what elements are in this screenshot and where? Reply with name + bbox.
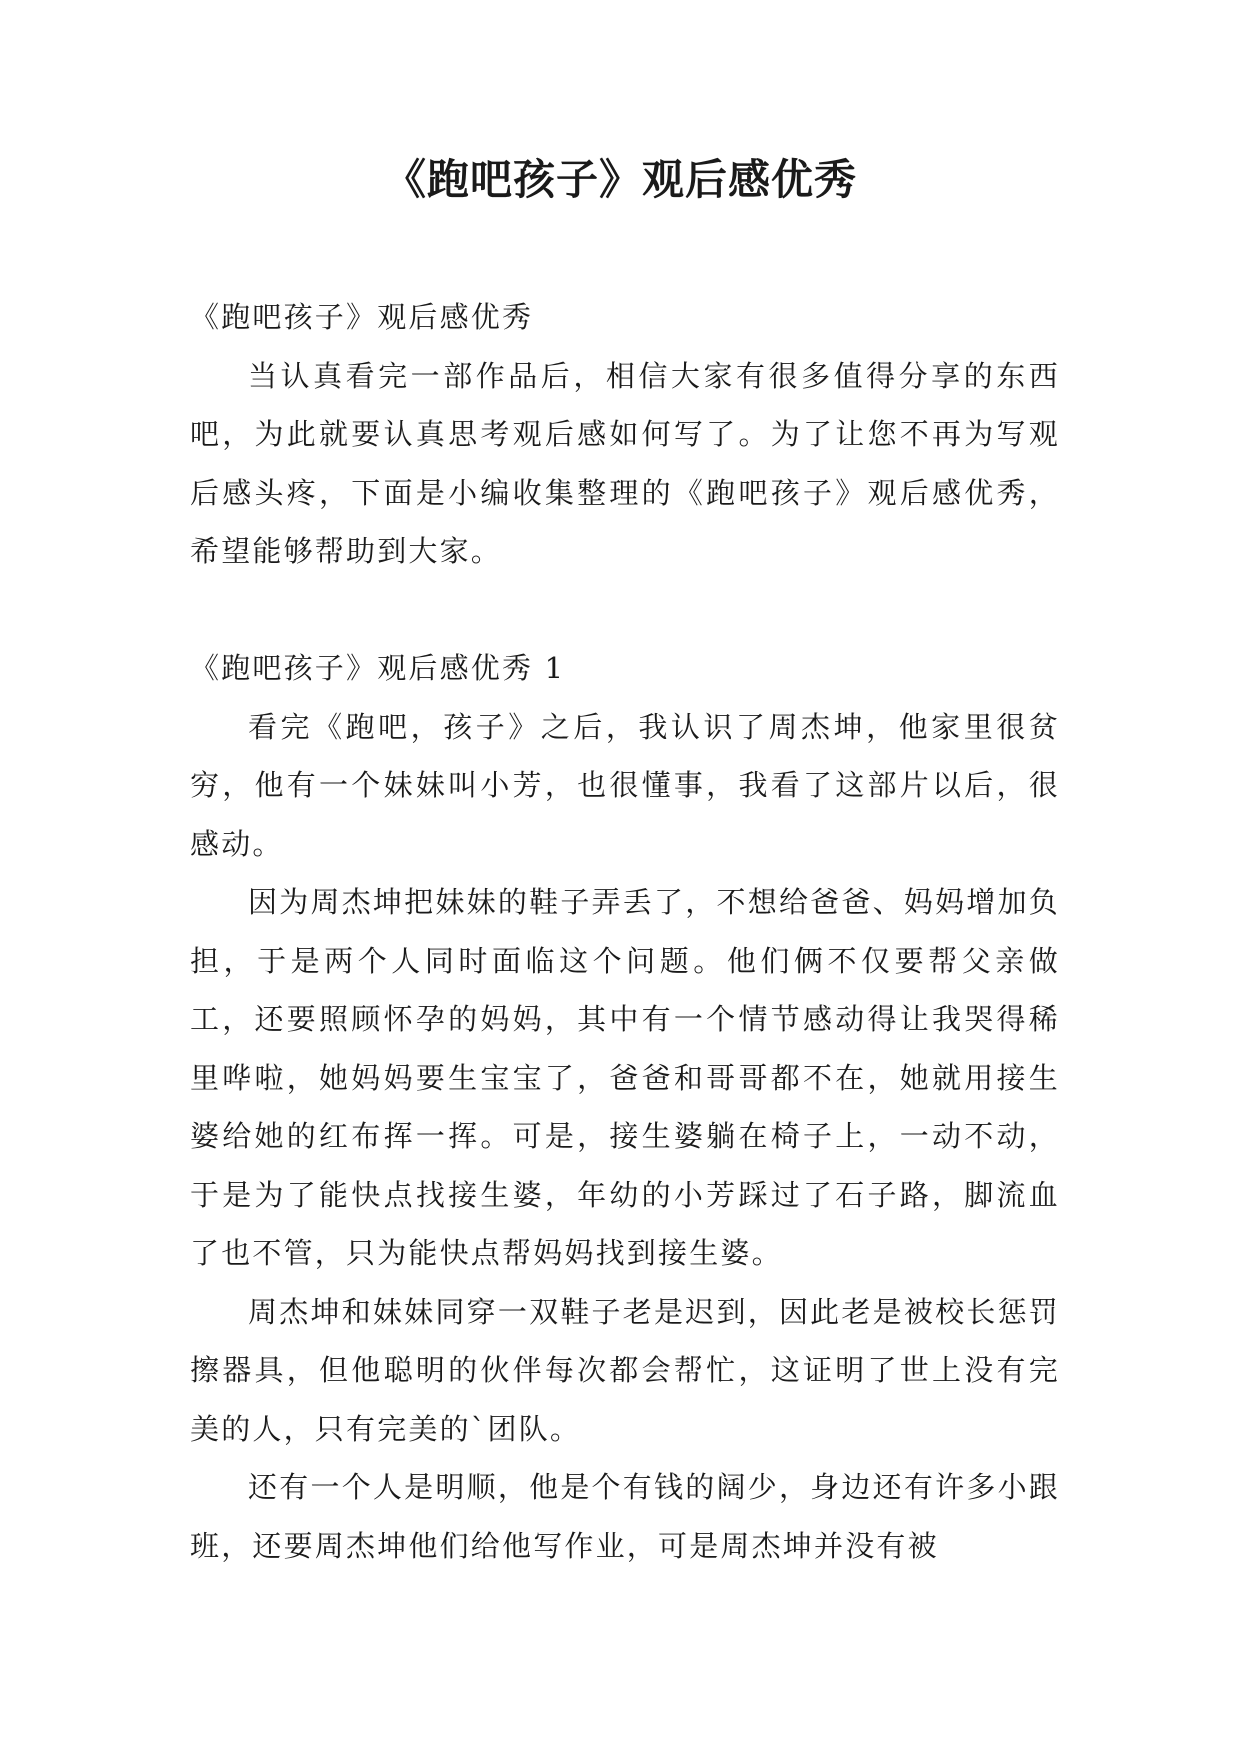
section-1-paragraph: 还有一个人是明顺，他是个有钱的阔少，身边还有许多小跟班，还要周杰坤他们给他写作业，可是周杰坤并没有被	[190, 1470, 1060, 1563]
intro-paragraph: 当认真看完一部作品后，相信大家有很多值得分享的东西吧，为此就要认真思考观后感如何写了。为了让您不再为写观后感头疼，下面是小编收集整理的《跑吧孩子》观后感优秀，希望能够帮助到大家。	[190, 358, 1060, 568]
section-1-paragraph: 因为周杰坤把妹妹的鞋子弄丢了，不想给爸爸、妈妈增加负担，于是两个人同时面临这个问题。他们俩不仅要帮父亲做工，还要照顾怀孕的妈妈，其中有一个情节感动得让我哭得稀里哗啦，她妈妈要生宝宝了，爸爸和哥哥都不在，她就用接生婆给她的红布挥一挥。可是，接生婆躺在椅子上，一动不动，于是为了能快点找接生婆，年幼的小芳踩过了石子路，脚流血了也不管，只为能快点帮妈妈找到接生婆。	[190, 885, 1060, 1270]
document-body	[190, 288, 1060, 1575]
section-1-heading: 《跑吧孩子》观后感优秀 1	[190, 651, 566, 685]
section-1-paragraph: 周杰坤和妹妹同穿一双鞋子老是迟到，因此老是被校长惩罚擦器具，但他聪明的伙伴每次都会帮忙，这证明了世上没有完美的人，只有完美的`团队。	[190, 1294, 1060, 1446]
section-1-paragraph: 看完《跑吧，孩子》之后，我认识了周杰坤，他家里很贫穷，他有一个妹妹叫小芳，也很懂事，我看了这部片以后，很感动。	[190, 709, 1060, 861]
document-title: 《跑吧孩子》观后感优秀	[383, 155, 857, 204]
intro-heading: 《跑吧孩子》观后感优秀	[190, 300, 534, 334]
